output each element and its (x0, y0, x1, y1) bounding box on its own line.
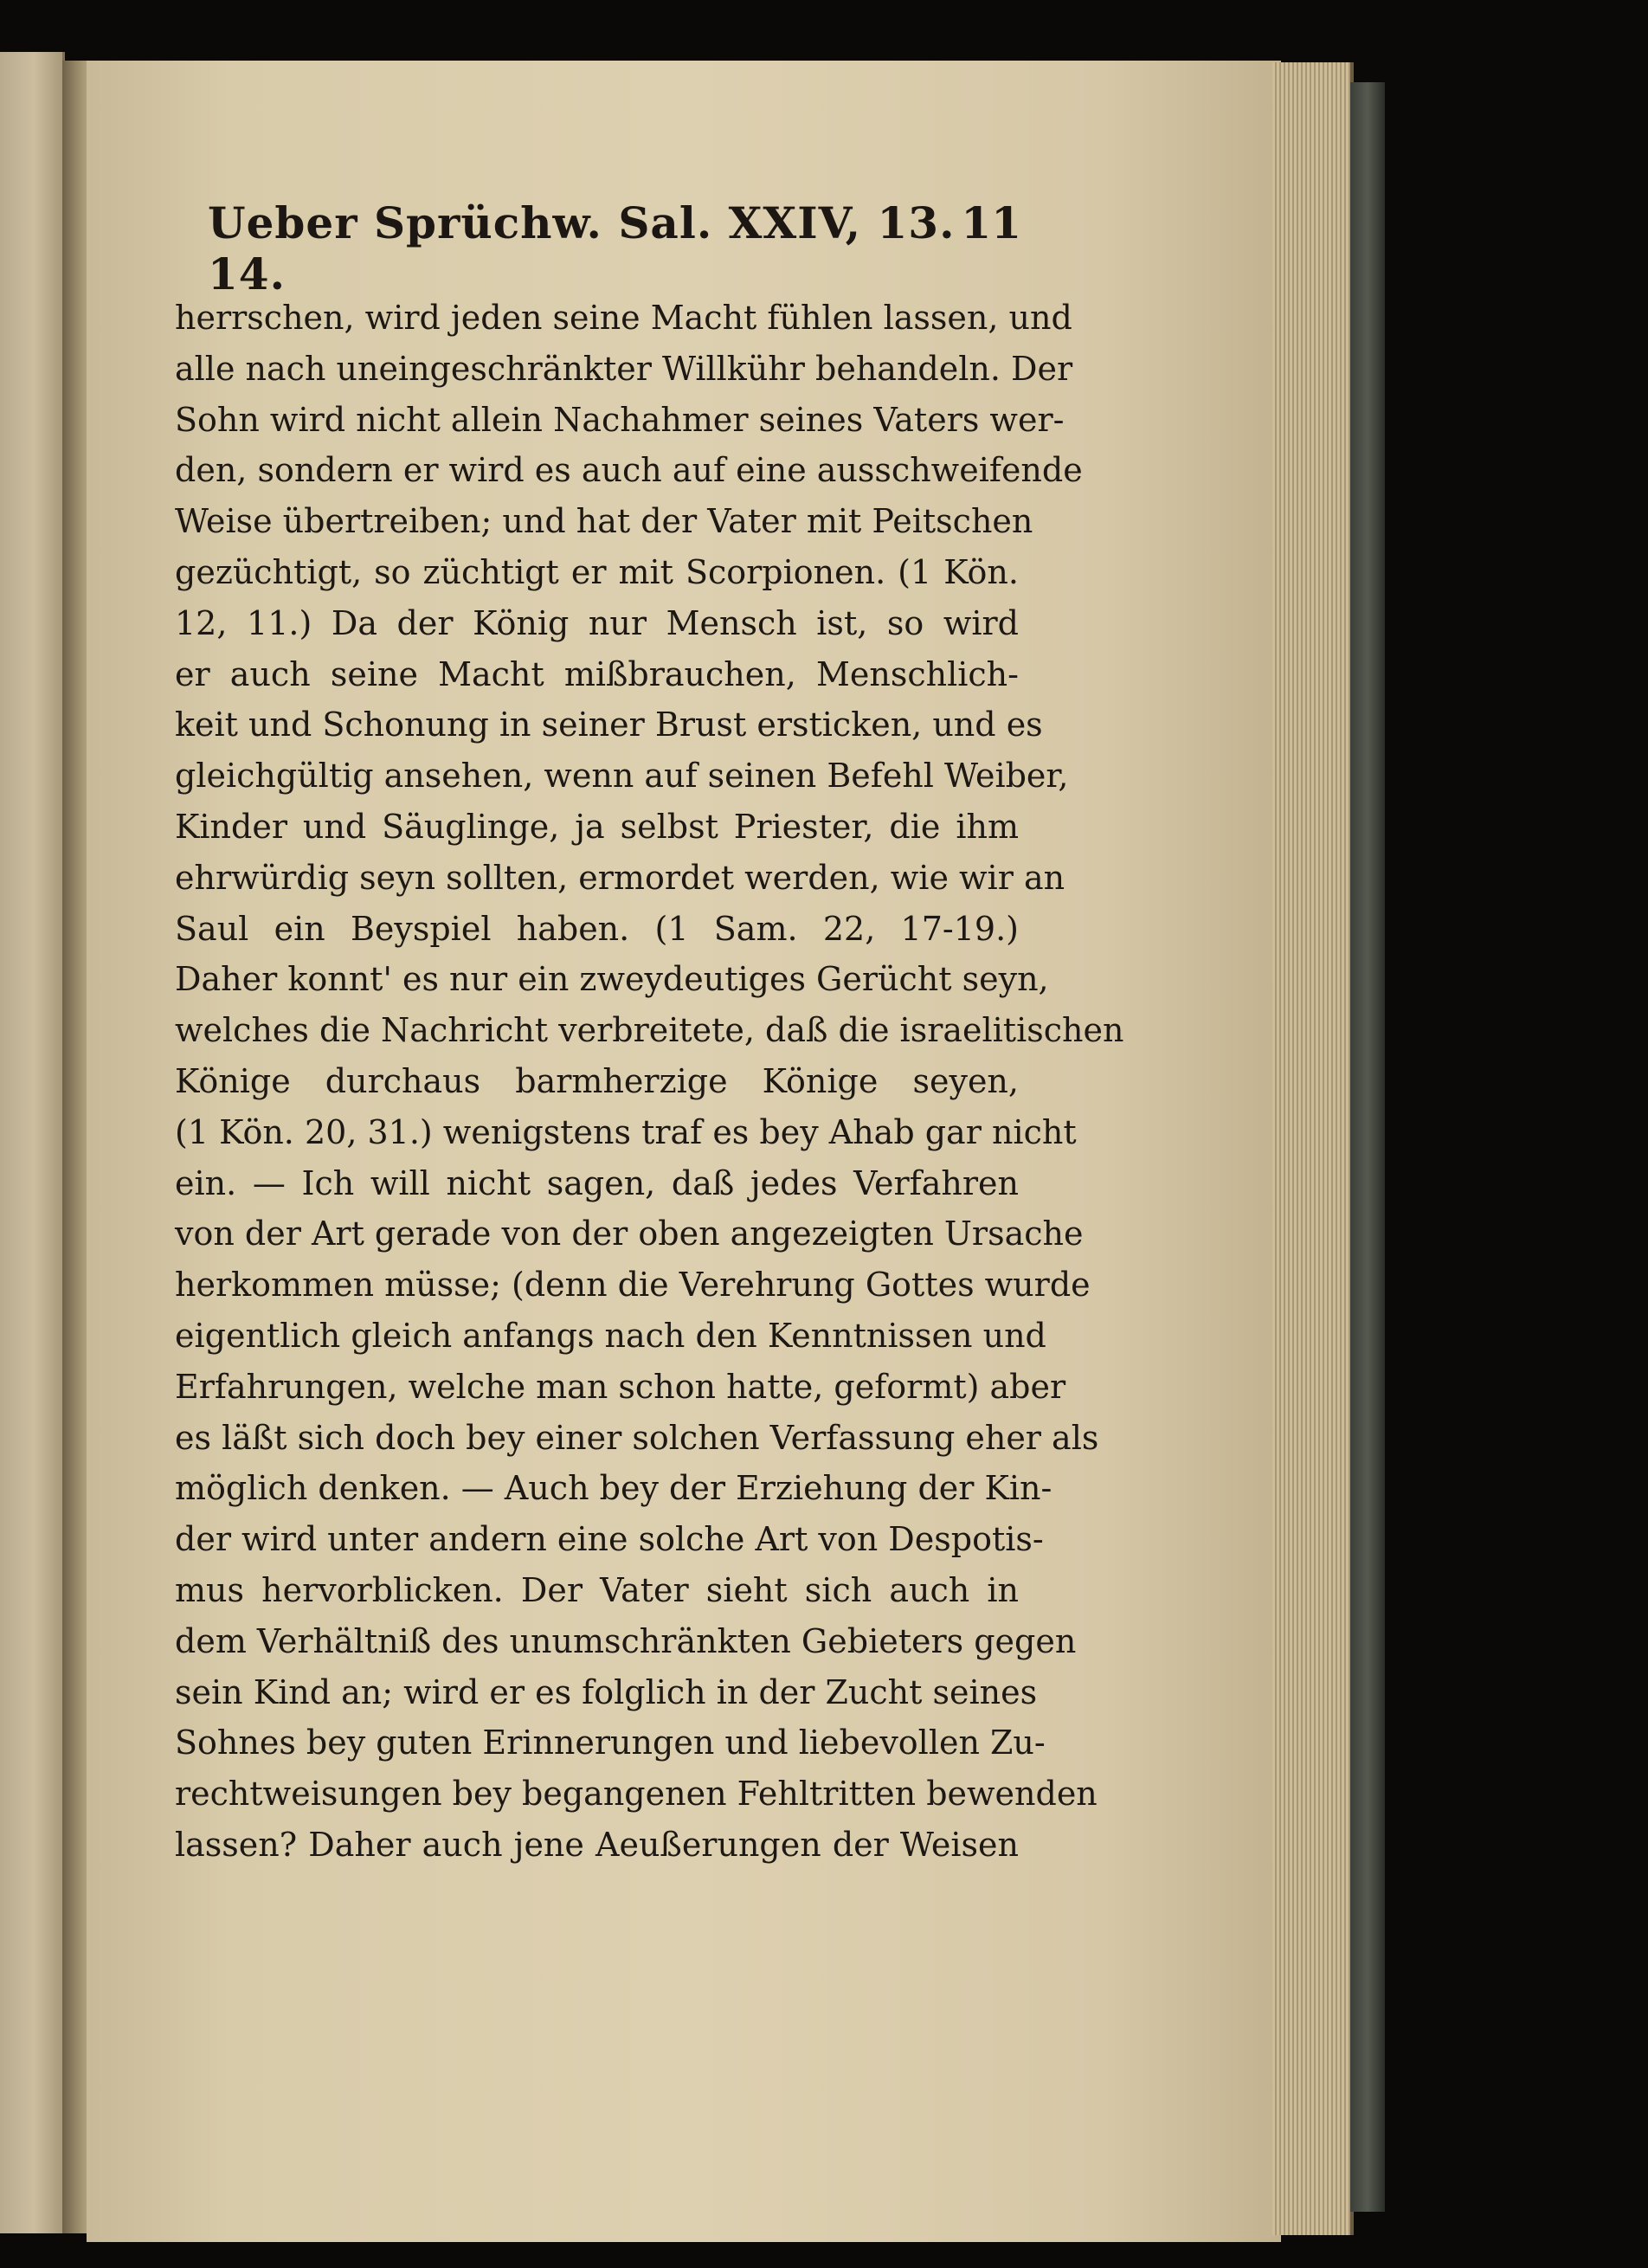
text-line: ehrwürdig seyn sollten, ermordet werden, wie wir an (175, 858, 1065, 897)
text-line: es läßt sich doch bey einer solchen Verfassung eher als (175, 1418, 1099, 1457)
page-header (208, 197, 1021, 300)
text-line: herkommen müsse; (denn die Verehrung Gottes wurde (175, 1266, 1091, 1305)
text-line: Könige durchaus barmherzige Könige seyen, (175, 1061, 1019, 1100)
page-edges (1272, 62, 1354, 2235)
text-line: möglich denken. — Auch bey der Erziehung der Kin- (175, 1469, 1053, 1508)
text-line: von der Art gerade von der oben angezeigten Ursache (175, 1215, 1084, 1253)
text-line: der wird unter andern eine solche Art von Despotis- (175, 1520, 1044, 1559)
text-line: lassen? Daher auch jene Aeußerungen der Weisen (175, 1825, 1019, 1864)
text-line: Kinder und Säuglinge, ja selbst Priester, die ihm (175, 807, 1019, 846)
text-line: welches die Nachricht verbreitete, daß die israelitischen (175, 1011, 1124, 1050)
text-line: er auch seine Macht mißbrauchen, Menschlich- (175, 654, 1019, 693)
text-line: Daher konnt' es nur ein zweydeutiges Gerücht seyn, (175, 960, 1049, 999)
previous-page-edge (0, 52, 65, 2233)
book-cover (1350, 82, 1385, 2212)
text-line: mus hervorblicken. Der Vater sieht sich auch in (175, 1570, 1019, 1609)
text-line: alle nach uneingeschränkter Willkühr behandeln. Der (175, 349, 1073, 388)
text-line: (1 Kön. 20, 31.) wenigstens traf es bey Ahab gar nicht (175, 1112, 1077, 1151)
text-line: ein. — Ich will nicht sagen, daß jedes Verfahren (175, 1163, 1019, 1202)
body-text (175, 293, 1124, 1871)
text-line: Sohnes bey guten Erinnerungen und liebevollen Zu- (175, 1724, 1046, 1762)
text-line: Erfahrungen, welche man schon hatte, geformt) aber (175, 1367, 1066, 1406)
text-line: gleichgültig ansehen, wenn auf seinen Befehl Weiber, (175, 757, 1069, 796)
text-line: den, sondern er wird es auch auf eine ausschweifende (175, 451, 1083, 490)
text-line: herrschen, wird jeden seine Macht fühlen lassen, und (175, 299, 1072, 337)
text-line: sein Kind an; wird er es folglich in der Zucht seines (175, 1672, 1038, 1711)
running-title: Ueber Sprüchw. Sal. XXIV, 13. 14. (208, 197, 956, 300)
text-line: Sohn wird nicht allein Nachahmer seines Vaters wer- (175, 400, 1065, 439)
text-line: gezüchtigt, so züchtigt er mit Scorpionen. (1 Kön. (175, 552, 1019, 591)
text-line: keit und Schonung in seiner Brust ersticken, und es (175, 706, 1043, 744)
text-line: rechtweisungen bey begangenen Fehltritten bewenden (175, 1775, 1098, 1814)
text-line: eigentlich gleich anfangs nach den Kenntnissen und (175, 1316, 1046, 1355)
text-line: dem Verhältniß des unumschränkten Gebieters gegen (175, 1621, 1077, 1660)
text-line: 12, 11.) Da der König nur Mensch ist, so wird (175, 603, 1019, 642)
text-line: Saul ein Beyspiel haben. (1 Sam. 22, 17-19.) (175, 909, 1019, 948)
page-number: 11 (961, 197, 1021, 248)
text-line: Weise übertreiben; und hat der Vater mit Peitschen (175, 502, 1033, 541)
